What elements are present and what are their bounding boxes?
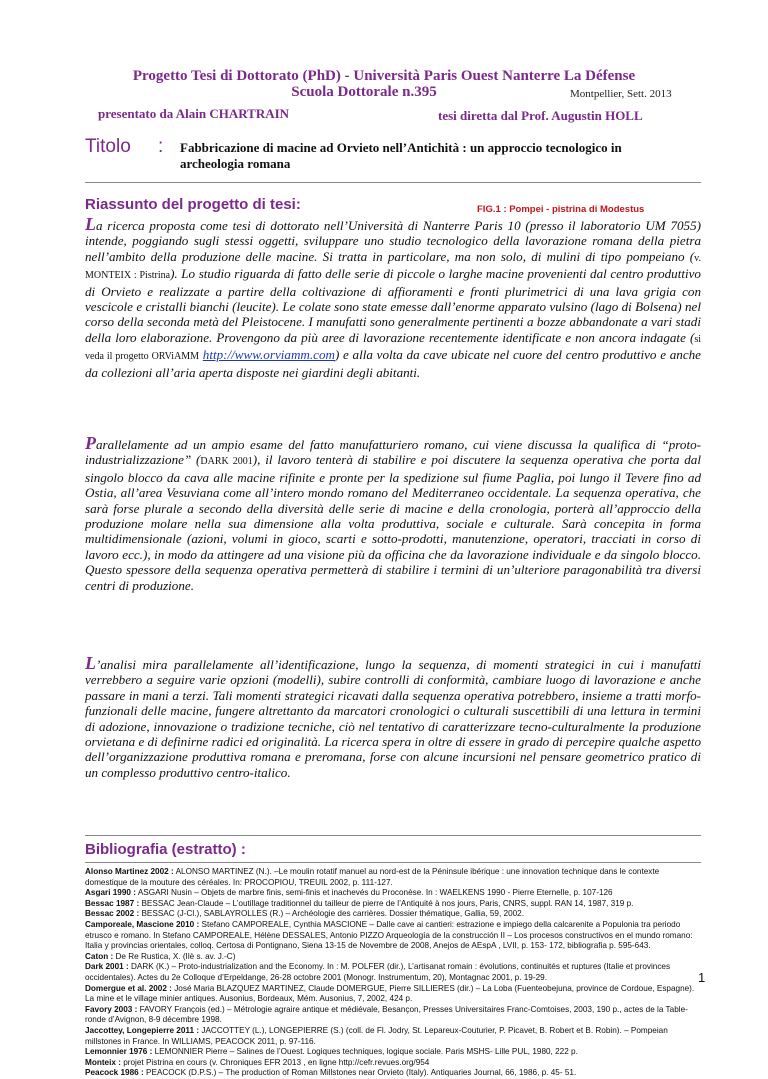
thesis-title-line2: archeologia romana bbox=[180, 156, 291, 171]
p1-text-a: a ricerca proposta come tesi di dottorato nell’Università di Nanterre Paris 10 (presso il laboratorio UM 7055) intende, poggiando sugli stessi oggetti, sviluppare uno studio tecnologico della lavorazione romana della pietra nell’ambito della produzione delle macine. Si tratta in particolare, ma non solo, di mulini di tipo pompeiano ( bbox=[85, 218, 701, 264]
project-header-line2: Scuola Dottorale n.395 bbox=[291, 84, 437, 100]
thesis-director: tesi diretta dal Prof. Augustin HOLL bbox=[438, 108, 643, 123]
summary-heading: Riassunto del progetto di tesi: bbox=[85, 196, 301, 213]
bibliography-entry: Bessac 2002 : BESSAC (J-Cl.), SABLAYROLLES (R.) – Archéologie des carrières. Dossier thématique, Gallia, 59, 2002. bbox=[85, 909, 525, 919]
thesis-title bbox=[180, 140, 720, 172]
project-header-line1: Progetto Tesi di Dottorato (PhD) - Università Paris Ouest Nanterre La Défense bbox=[132, 68, 636, 84]
drop-cap: P bbox=[85, 433, 96, 453]
bibliography-entry: Alonso Martinez 2002 : ALONSO MARTINEZ (N.). –Le moulin rotatif manuel au nord-est de la Péninsule ibérique : une innovation technique dans le contexte domestique de la mouture des céréales. In: PROCOPIOU, TREUIL 2002, p. 111-127. bbox=[85, 867, 660, 887]
summary-paragraph-2 bbox=[85, 433, 701, 593]
drop-cap: L bbox=[85, 653, 96, 673]
p1-text-b: ). Lo studio riguarda di fatto delle serie di piccole o larghe macine provenienti dal centro produttivo di Orvieto e realizzate a partire della coltivazione di affioramenti e fronti plurimetrici di una lava grigia con vescicole e cristalli bianchi (leucite). Le colate sono state emesse dall’enorme apparato vulsino (lago di Bolsena) nel corso della seconda metà del Pleistocene. I manufatti sono generalmente pertinenti a bozze abbandonate a vari stadi della loro elaborazione. Provengono da più aree di lavorazione recentemente identificate e non ancora indagate ( bbox=[85, 266, 701, 345]
bibliography-entry: Peacock 1986 : PEACOCK (D.P.S.) – The production of Roman Millstones near Orvieto (Italy). Antiquaries Journal, 66, 1986, p. 45- 51. bbox=[85, 1068, 577, 1078]
bibliography-entry: Jaccottey, Longepierre 2011 : JACCOTTEY (L.), LONGEPIERRE (S.) (coll. de Fl. Jodry, St. Lepareux-Couturier, P. Picavet, B. Robert et B. Robin). – Pompeian millstones in France. In WILLIAMS, PEACOCK 2011, p. 97-116. bbox=[85, 1025, 668, 1046]
p2-text-a: arallelamente ad un ampio esame del fatto manufatturiero romano, cui viene discussa la qualifica di “proto-industrializzazione” ( bbox=[85, 437, 701, 468]
divider-top bbox=[85, 182, 701, 183]
bibliography-heading: Bibliografia (estratto) : bbox=[85, 841, 246, 858]
divider-bibliography bbox=[85, 862, 701, 863]
p2-text-b: ), il lavoro tenterà di stabilire e poi discutere la sequenza operativa che porta dal singolo blocco da cava alle macine rifinite e pronte per la spedizione sul fiume Paglia, poi lungo il Tevere fino ad Ostia, all’area Vesuviana come all’intero mondo romano del Mediterraneo occidentale. La sequenza operativa, che sarà forse plurale a secondo della diversità delle serie di macine e della cronologia, porterà all’approccio della produzione molare nella sua dimensione alla volta produttiva, sociale e culturale. Sarà concepita in forma multidimensionale (azioni, volumi in gioco, scarti e sotto-prodotti, manutenzione, operatori, tracciati in corso di lavoro ecc.), in modo da attingere ad una visione più da officina che da lavorazione individuale e da singolo blocco. Questo spessore della sequenza operativa permetterà di stabilire i termini di un’ulteriore paragonabilità tra diversi centri di produzione. bbox=[85, 452, 701, 593]
p3-text: ’analisi mira parallelamente all’identificazione, lungo la sequenza, di momenti strategici in cui i manufatti verrebbero a seguire varie opzioni (modelli), subire controlli di conformità, cambiare luogo di lavorazione e anche passare in mani a terzi. Tali momenti strategici ricavati dalla sequenza operativa potrebbero, insieme a tratti morfo-funzionali delle macine, fungere altrettanto da marcatori cronologici o culturali suscettibili di una lettura in termini di adozione, innovazione o tradizione tecniche, ciò nel tentativo di caratterizzare tecno-culturalmente la produzione orvietana e di definirne radici ed originalità. La ricerca spera in oltre di essere in grado di percepire qualche aspetto dell’organizzazione produttiva romana e preromana, forse con alcune incursioni nel pensare geometrico pratico di un complesso produttivo centro-italico. bbox=[85, 657, 701, 780]
bibliography-entry: Lemonnier 1976 : LEMONNIER Pierre – Salines de l’Ouest. Logiques techniques, logique sociale. Paris MSHS- Lille PUL, 1980, 222 p. bbox=[85, 1047, 578, 1057]
orviamm-link[interactable]: http://www.orviamm.com bbox=[202, 347, 335, 363]
drop-cap: L bbox=[85, 214, 96, 234]
p2-reference: DARK 2001 bbox=[200, 456, 253, 468]
bibliography-entry: Monteix : projet Pistrina en cours (v. Chroniques EFR 2013 , en ligne http://cefr.revues.org/954 bbox=[85, 1057, 430, 1067]
thesis-title-line1: Fabbricazione di macine ad Orvieto nell’Antichità : un approccio tecnologico in bbox=[180, 140, 622, 155]
bibliography-entry: Asgari 1990 : ASGARI Nusin – Objets de marbre finis, semi-finis et inachevés du Proconèse. In : WAELKENS 1990 - Pierre Eternelle, p. 107-126 bbox=[85, 888, 613, 898]
bibliography-entry: Favory 2003 : FAVORY François (ed.) – Métrologie agraire antique et médiévale, Besançon, Presses Universitaires Franc-Comtoises, 2003, 190 p., actes de la Table-ronde d’Avignon, 8-9 décembre 1998. bbox=[85, 1004, 688, 1025]
title-label: Titolo bbox=[85, 136, 131, 157]
bibliography-list bbox=[85, 867, 706, 1079]
p1-reference: v. MONTEIX : Pistrina bbox=[85, 252, 701, 282]
bibliography-entry: Domergue et al. 2002 : José Maria BLAZQUEZ MARTINEZ, Claude DOMERGUE, Pierre SILLIERES (dir.) – La Loba (Fuenteobejuna, province de Cordoue, Espagne). La mine et le village minier antiques. Ausonius, Bordeaux, Mém. Ausonius, 7, 2002, 424 p. bbox=[85, 983, 695, 1004]
header-date: Montpellier, Sett. 2013 bbox=[570, 88, 672, 100]
summary-paragraph-3 bbox=[85, 653, 701, 780]
bibliography-entry: Camporeale, Mascione 2010 : Stefano CAMPOREALE, Cynthia MASCIONE – Dalle cave ai cantieri: estrazione e impiego della calcarenite a Populonia tra periodo etrusco e romano. In Stefano CAMPOREALE, Hélène DESSALES, Antonio PIZZO Arqueología de la construcción II – Los procesos constructivos en el mundo romano: Italia y provincias orientales, colloq. Certosa di Pontignano, Siena 13-15 de Novembre de 2008, Anejos de AEspA , LVII, p. 153- 172, bibliografia p. 595-643. bbox=[85, 919, 693, 951]
bibliography-entry: Dark 2001 : DARK (K.) – Proto-industrialization and the Economy. In : M. POLFER (dir.), L’artisanat romain : évolutions, continuités et ruptures (Italie et provinces occidentales). Actes du 2e Colloque d’Erpeldange, 26-28 octobre 2001 (Monogr. Instrumentum, 20), Montagnac 2001, p. 19-29. bbox=[85, 962, 671, 982]
figure-caption: FIG.1 : Pompei - pistrina di Modestus bbox=[477, 204, 645, 215]
presenter: presentato da Alain CHARTRAIN bbox=[98, 106, 290, 121]
page-number: 1 bbox=[698, 970, 706, 985]
summary-paragraph-1 bbox=[85, 214, 701, 380]
bibliography-entry: Bessac 1987 : BESSAC Jean-Claude – L’outillage traditionnel du tailleur de pierre de l’Antiquité à nos jours, Paris, CNRS, suppl. RAN 14, 1987, 319 p. bbox=[85, 898, 634, 908]
p1-text-c: ) e alla volta da cave ubicate nel cuore del centro produttivo e anche da collezioni all’aria aperta disposte nei giardini degli abitanti. bbox=[85, 347, 701, 380]
p1-reference-2: si veda il progetto ORViAMM bbox=[85, 333, 701, 363]
title-colon: : bbox=[158, 136, 164, 157]
divider-middle bbox=[85, 835, 701, 836]
bibliography-entry: Caton : De Re Rustica, X. (Ilè s. av. J.-C) bbox=[85, 951, 236, 961]
